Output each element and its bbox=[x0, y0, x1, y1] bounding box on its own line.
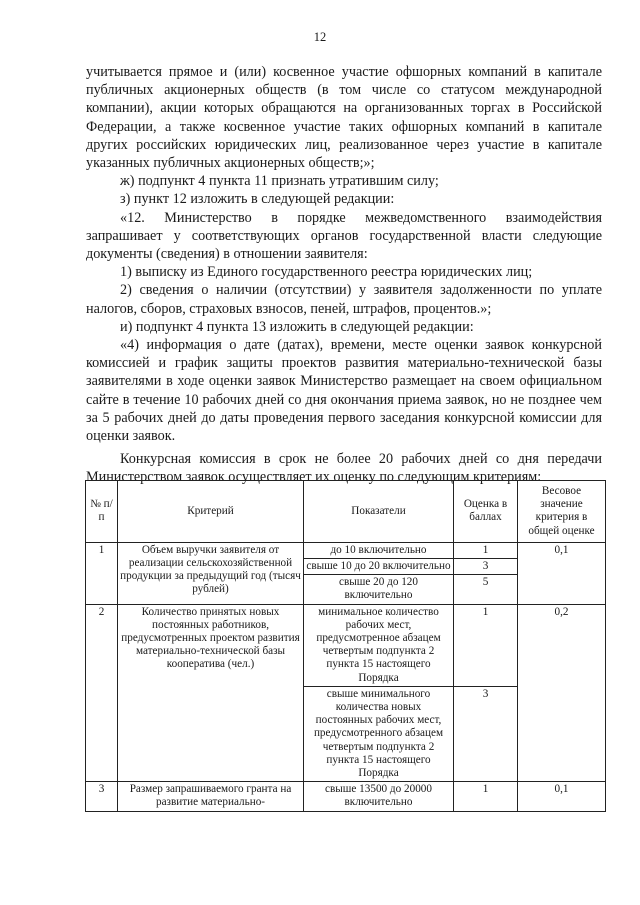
weight-cell: 0,1 bbox=[518, 782, 606, 811]
indicator-cell: минимальное количество рабочих мест, предусмотренное абзацем четвертым подпункта 2 пункта 15 настоящего Порядка bbox=[304, 604, 454, 686]
paragraph-extract: 1) выписку из Единого государственного реестра юридических лиц; bbox=[120, 264, 533, 281]
criterion-cell: Количество принятых новых постоянных работников, предусмотренных проектом развития материально-технической базы кооператива (чел.) bbox=[118, 604, 304, 782]
score-cell: 1 bbox=[454, 542, 518, 558]
paragraph-debt-info: 2) сведения о наличии (отсутствии) у заявителя задолженности по уплате налогов, сборов, страховых взносов, пеней, штрафов, процентов.»; bbox=[86, 282, 602, 317]
row-number: 3 bbox=[86, 782, 118, 811]
table-header-row bbox=[86, 481, 606, 543]
header-score: Оценка в баллах bbox=[454, 481, 518, 543]
score-cell: 3 bbox=[454, 686, 518, 781]
criterion-cell: Объем выручки заявителя от реализации сельскохозяйственной продукции за предыдущий год (тысяч рублей) bbox=[118, 542, 304, 604]
table-row bbox=[86, 782, 606, 811]
paragraph-offshore: учитывается прямое и (или) косвенное участие офшорных компаний в капитале публичных акционерных обществ (в том числе со статусом международной компании), акции которых обращаются на организованных торгах в Российской Федерации, а также косвенное участие таких офшорных компаний в капитале других российских юридических лиц, реализованное через участие в капитале указанных публичных акционерных обществ;»; bbox=[86, 64, 602, 172]
score-cell: 1 bbox=[454, 604, 518, 686]
table-row bbox=[86, 604, 606, 686]
score-cell: 3 bbox=[454, 559, 518, 575]
criterion-cell: Размер запрашиваемого гранта на развитие материально- bbox=[118, 782, 304, 811]
weight-cell: 0,1 bbox=[518, 542, 606, 604]
indicator-cell: свыше 20 до 120 включительно bbox=[304, 575, 454, 604]
document-body bbox=[86, 63, 602, 487]
score-cell: 5 bbox=[454, 575, 518, 604]
page-number: 12 bbox=[313, 30, 327, 44]
paragraph-item-z: з) пункт 12 изложить в следующей редакции: bbox=[120, 191, 395, 208]
criteria-table bbox=[85, 480, 606, 812]
header-criterion: Критерий bbox=[118, 481, 304, 543]
paragraph-subpoint-4: «4) информация о дате (датах), времени, месте оценки заявок конкурсной комиссией и график защиты проектов развития материально-технической базы заявителями в ходе оценки заявок Министерство размещает на своем официальном сайте в течение 10 рабочих дней со дня окончания приема заявок, но не позднее чем за 5 рабочих дней до даты проведения первого заседания конкурсной комиссии для оценки заявок. bbox=[86, 337, 602, 445]
header-number: № п/п bbox=[86, 481, 118, 543]
paragraph-point-12: «12. Министерство в порядке межведомственного взаимодействия запрашивает у соответствующих органов государственной власти следующие документы (сведения) в отношении заявителя: bbox=[86, 209, 602, 263]
weight-cell: 0,2 bbox=[518, 604, 606, 782]
indicator-cell: свыше 10 до 20 включительно bbox=[304, 559, 454, 575]
paragraph-item-i: и) подпункт 4 пункта 13 изложить в следующей редакции: bbox=[120, 318, 474, 335]
header-weight: Весовое значение критерия в общей оценке bbox=[518, 481, 606, 543]
indicator-cell: свыше 13500 до 20000 включительно bbox=[304, 782, 454, 811]
score-cell: 1 bbox=[454, 782, 518, 811]
indicator-cell: до 10 включительно bbox=[304, 542, 454, 558]
row-number: 2 bbox=[86, 604, 118, 782]
header-indicators: Показатели bbox=[304, 481, 454, 543]
table-row bbox=[86, 542, 606, 558]
paragraph-commission: Конкурсная комиссия в срок не более 20 рабочих дней со дня передачи Министерством заявок осуществляет их оценку по следующим критериям: bbox=[86, 451, 602, 486]
paragraph-item-zh: ж) подпункт 4 пункта 11 признать утратившим силу; bbox=[120, 173, 439, 190]
row-number: 1 bbox=[86, 542, 118, 604]
indicator-cell: свыше минимального количества новых постоянных рабочих мест, предусмотренного абзацем четвертым подпункта 2 пункта 15 настоящего Порядка bbox=[304, 686, 454, 781]
